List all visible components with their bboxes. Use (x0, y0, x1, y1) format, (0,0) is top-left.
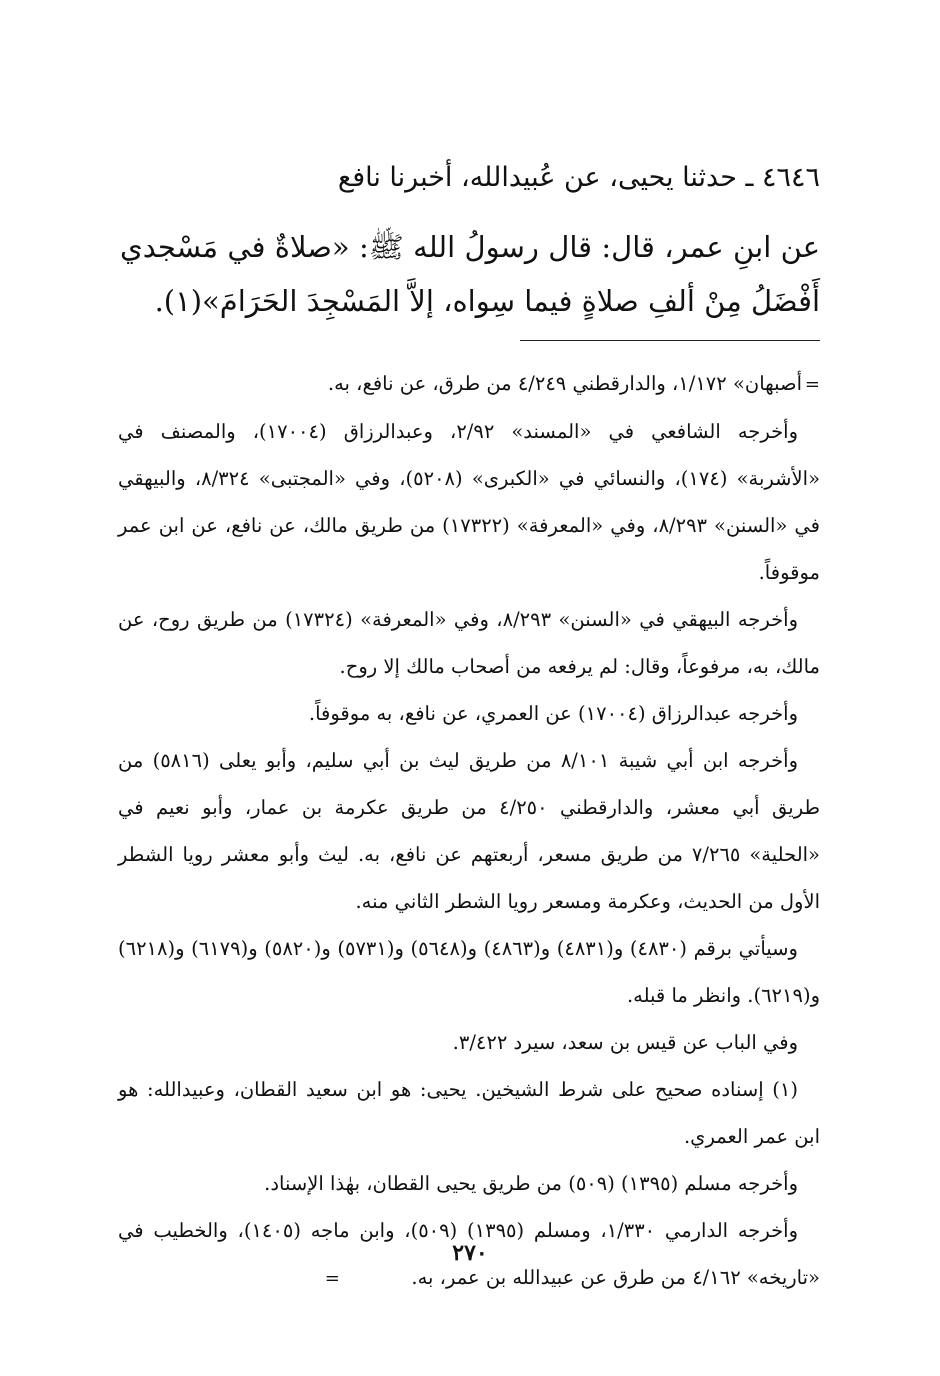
footnotes-section (118, 360, 820, 1302)
footnote-paragraph (118, 360, 820, 408)
footnote-paragraph: وأخرجه عبدالرزاق (١٧٠٠٤) عن العمري، عن نافع، به موقوفاً. (308, 702, 798, 725)
footnote-paragraph: وفي الباب عن قيس بن سعد، سيرد ٣/٤٢٢. (452, 1031, 798, 1054)
footnote-separator (520, 340, 820, 341)
footnote-paragraph: وأخرجه الشافعي في «المسند» ٢/٩٢، وعبدالرزاق (١٧٠٠٤)، والمصنف في «الأشربة» (١٧٤)، والنسائي في «الكبرى» (٥٢٠٨)، وفي «المجتبى» ٨/٣٢٤، والبيهقي في «السنن» ٨/٢٩٣، وفي «المعرفة» (١٧٣٢٢) من طريق مالك، عن نافع، عن ابن عمر موقوفاً. (118, 420, 820, 584)
hadith-matn: عن ابنِ عمر، قال: قال رسولُ الله ﷺ: «صلاةٌ في مَسْجدي أَفْضَلُ مِنْ ألفِ صلاةٍ فيما سِواه، إلاَّ المَسْجِدَ الحَرَامَ»(١). (120, 230, 820, 318)
footnote-paragraph: وأخرجه ابن أبي شيبة ٨/١٠١ من طريق ليث بن أبي سليم، وأبو يعلى (٥٨١٦) من طريق أبي معشر، والدارقطني ٤/٢٥٠ من طريق عكرمة بن عمار، وأبو نعيم في «الحلية» ٧/٢٦٥ من طريق مسعر، أربعتهم عن نافع، به. ليث وأبو معشر رويا الشطر الأول من الحديث، وعكرمة ومسعر رويا الشطر الثاني منه. (118, 749, 820, 913)
footnote-text: أصبهان» ١/١٧٢، والدارقطني ٤/٢٤٩ من طرق، عن نافع، به. (327, 372, 802, 395)
footnote-paragraph: وأخرجه مسلم (١٣٩٥) (٥٠٩) من طريق يحيى القطان، بهٰذا الإسناد. (264, 1172, 798, 1195)
footnote-paragraph: وسيأتي برقم (٤٨٣٠) و(٤٨٣١) و(٤٨٦٣) و(٥٦٤٨) و(٥٧٣١) و(٥٨٢٠) و(٦١٧٩) و(٦٢١٨) و(٦٢١٩). وانظر ما قبله. (118, 937, 820, 1007)
footnote-1: (١) إسناده صحيح على شرط الشيخين. يحيى: هو ابن سعيد القطان، وعبيدالله: هو ابن عمر العمري. (118, 1078, 820, 1148)
footnote-paragraph: وأخرجه البيهقي في «السنن» ٨/٢٩٣، وفي «المعرفة» (١٧٣٢٤) من طريق روح، عن مالك، به، مرفوعاً، وقال: لم يرفعه من أصحاب مالك إلا روح. (118, 608, 820, 678)
continuation-marker: = (324, 1268, 340, 1289)
continuation-marker: = (804, 374, 820, 395)
hadith-isnad: ٤٦٤٦ ـ حدثنا يحيى، عن عُبيدالله، أخبرنا نافع (337, 162, 820, 193)
footnote-text: وأخرجه الدارمي ١/٣٣٠، ومسلم (١٣٩٥) (٥٠٩)، وابن ماجه (١٤٠٥)، والخطيب في «تاريخه» ٤/١٦٢ من طرق عن عبيدالله بن عمر، به. (118, 1219, 820, 1289)
page-number: ٢٧٠ (452, 1240, 488, 1266)
